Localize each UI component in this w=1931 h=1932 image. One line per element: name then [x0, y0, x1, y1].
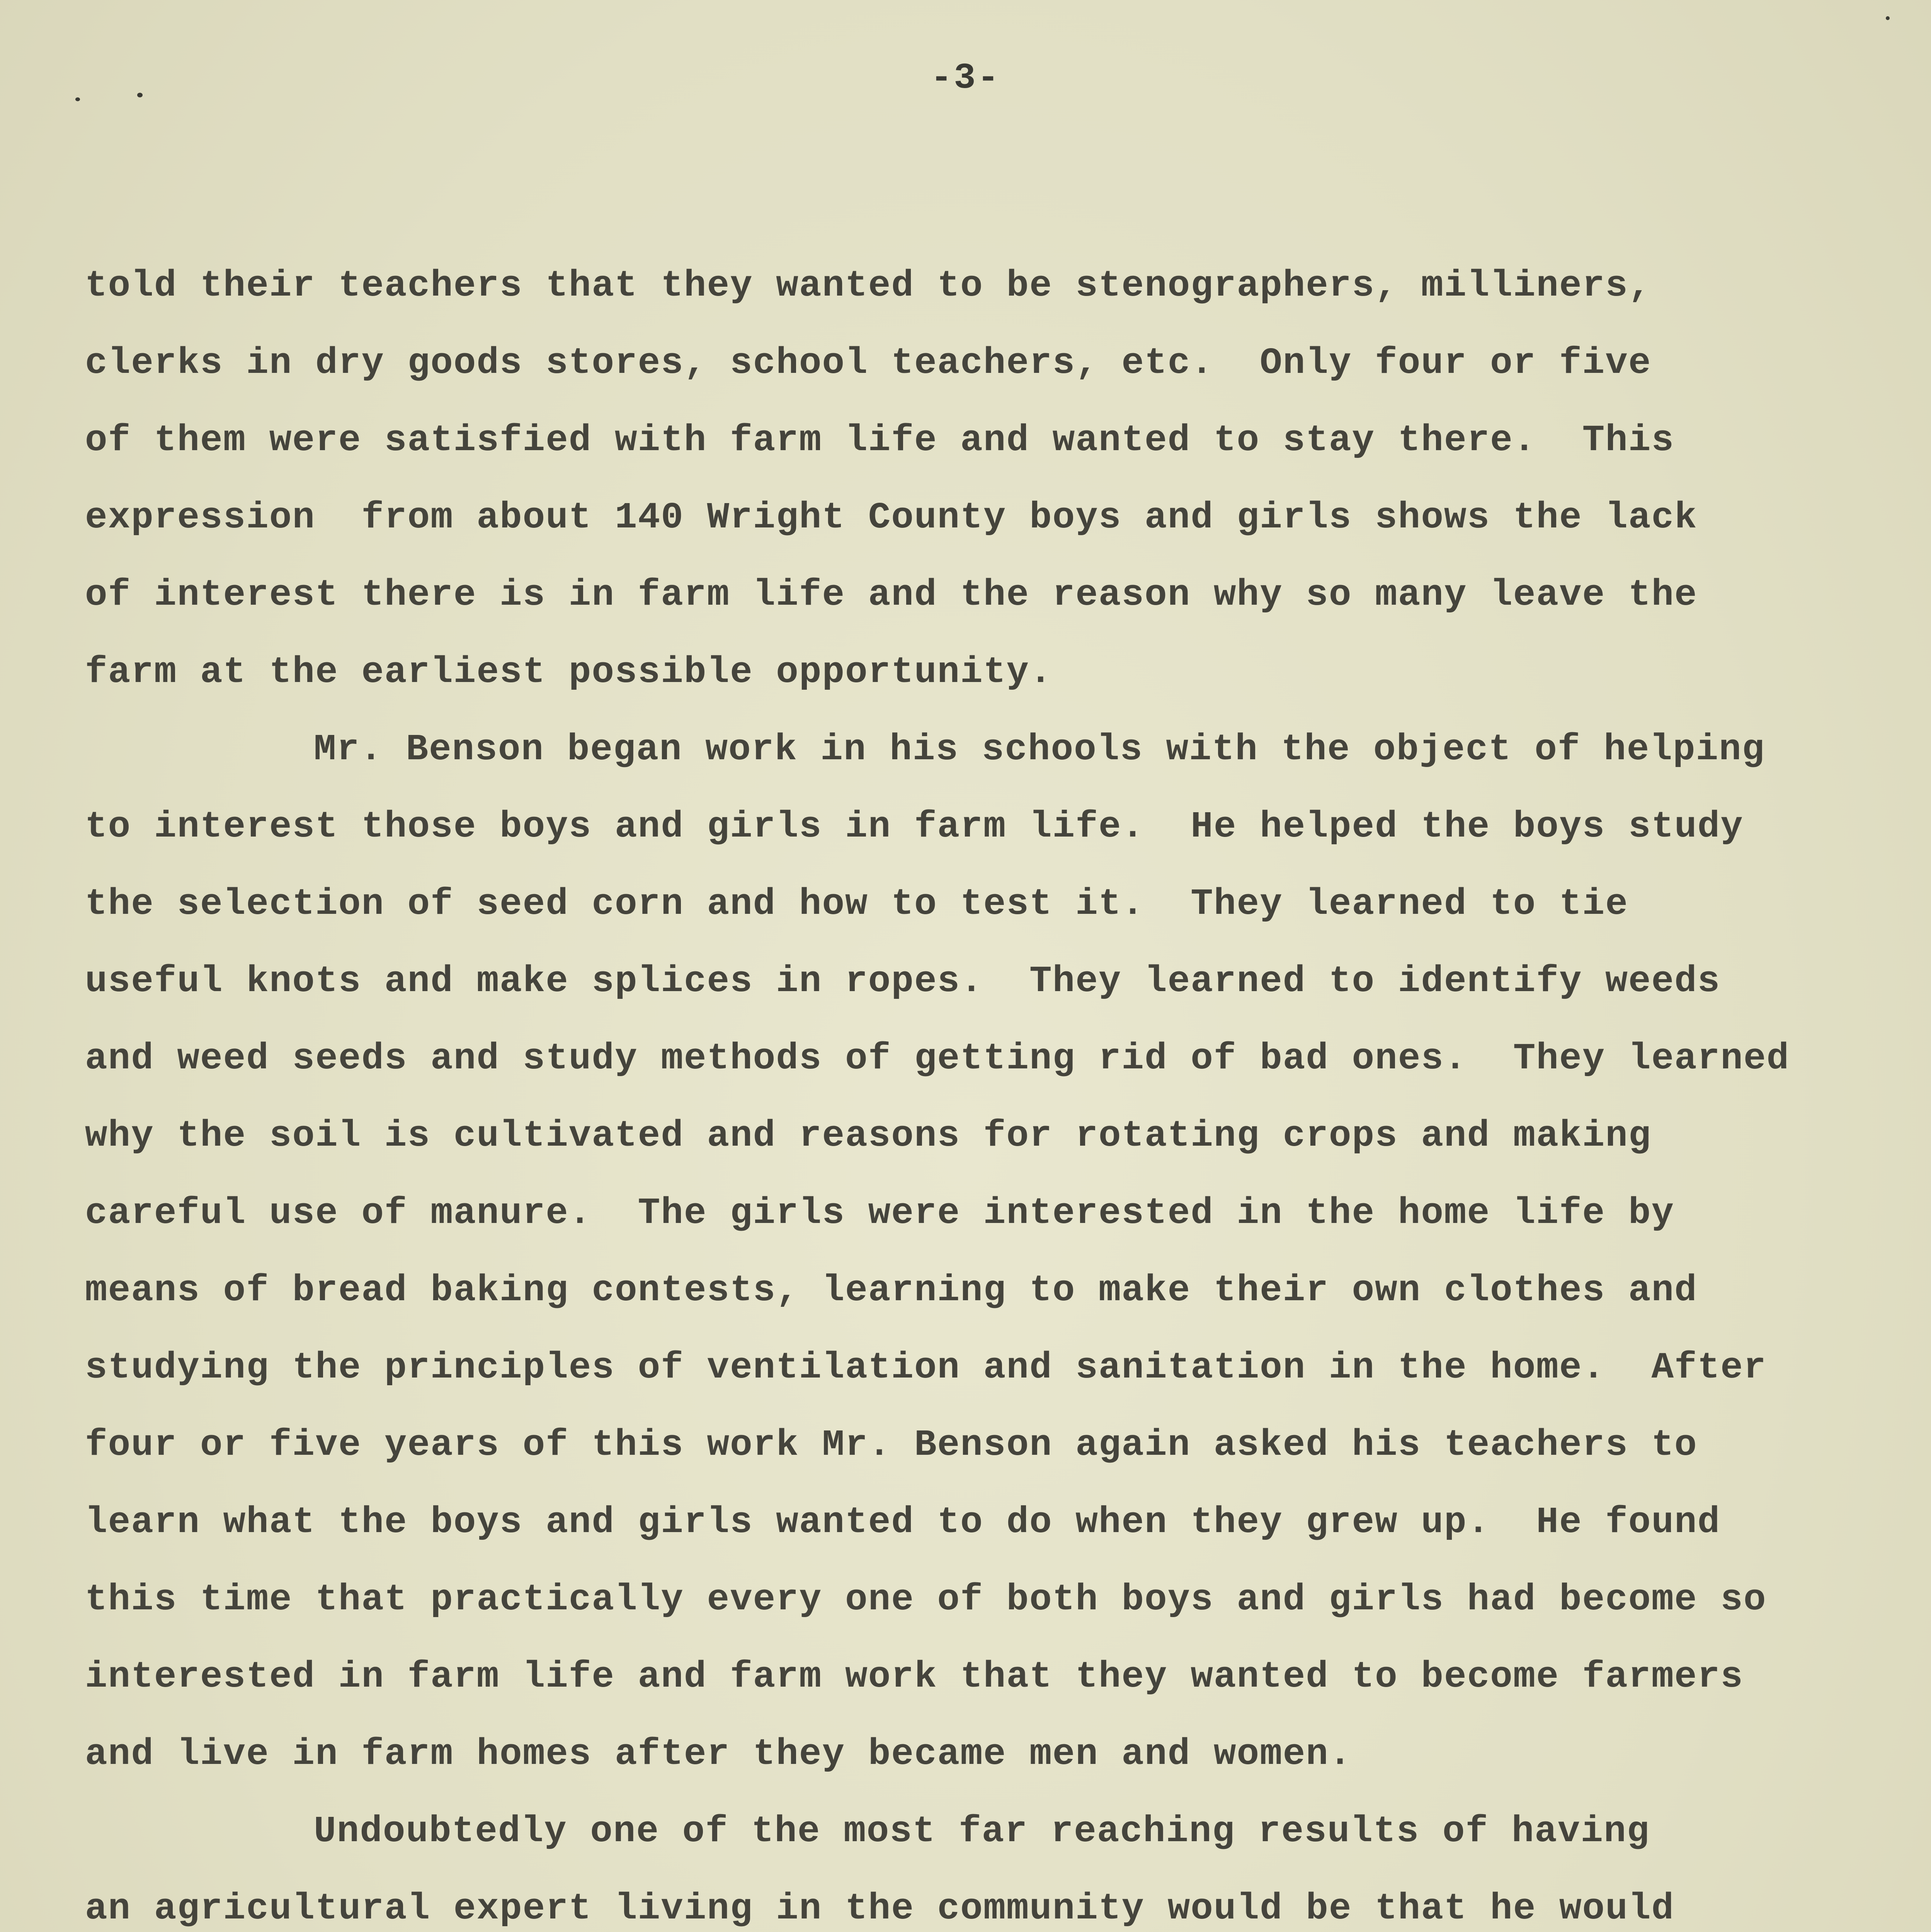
text-line: told their teachers that they wanted to be stenographers, milliners,	[85, 265, 1652, 307]
text-line: and weed seeds and study methods of getting rid of bad ones. They learned	[85, 1037, 1790, 1080]
text-line: interested in farm life and farm work that they wanted to become farmers	[85, 1656, 1744, 1698]
text-line: means of bread baking contests, learning to make their own clothes and	[85, 1269, 1698, 1311]
text-line: careful use of manure. The girls were interested in the home life by	[85, 1192, 1675, 1234]
paper-speck	[1886, 16, 1890, 20]
text-line: and live in farm homes after they became men and women.	[85, 1733, 1352, 1775]
text-line: of them were satisfied with farm life and wanted to stay there. This	[85, 419, 1675, 461]
text-line: Undoubtedly one of the most far reaching results of having	[314, 1810, 1650, 1852]
page-number: -3-	[930, 58, 1001, 99]
text-line: to interest those boys and girls in farm life. He helped the boys study	[85, 806, 1744, 848]
text-line: clerks in dry goods stores, school teachers, etc. Only four or five	[85, 342, 1652, 384]
text-line: studying the principles of ventilation and sanitation in the home. After	[85, 1347, 1767, 1389]
text-line: farm at the earliest possible opportunity.	[85, 651, 1053, 693]
text-line: why the soil is cultivated and reasons for rotating crops and making	[85, 1115, 1652, 1157]
text-line: four or five years of this work Mr. Benson again asked his teachers to	[85, 1424, 1698, 1466]
text-line: expression from about 140 Wright County boys and girls shows the lack	[85, 497, 1698, 539]
text-line: learn what the boys and girls wanted to do when they grew up. He found	[85, 1501, 1721, 1543]
text-line: this time that practically every one of both boys and girls had become so	[85, 1578, 1767, 1621]
text-line: useful knots and make splices in ropes. They learned to identify weeds	[85, 960, 1721, 1002]
text-line: an agricultural expert living in the community would be that he would	[85, 1888, 1675, 1930]
text-line: Mr. Benson began work in his schools with the object of helping	[314, 728, 1765, 770]
text-line: the selection of seed corn and how to test it. They learned to tie	[85, 883, 1628, 925]
text-line: of interest there is in farm life and the reason why so many leave the	[85, 574, 1698, 616]
